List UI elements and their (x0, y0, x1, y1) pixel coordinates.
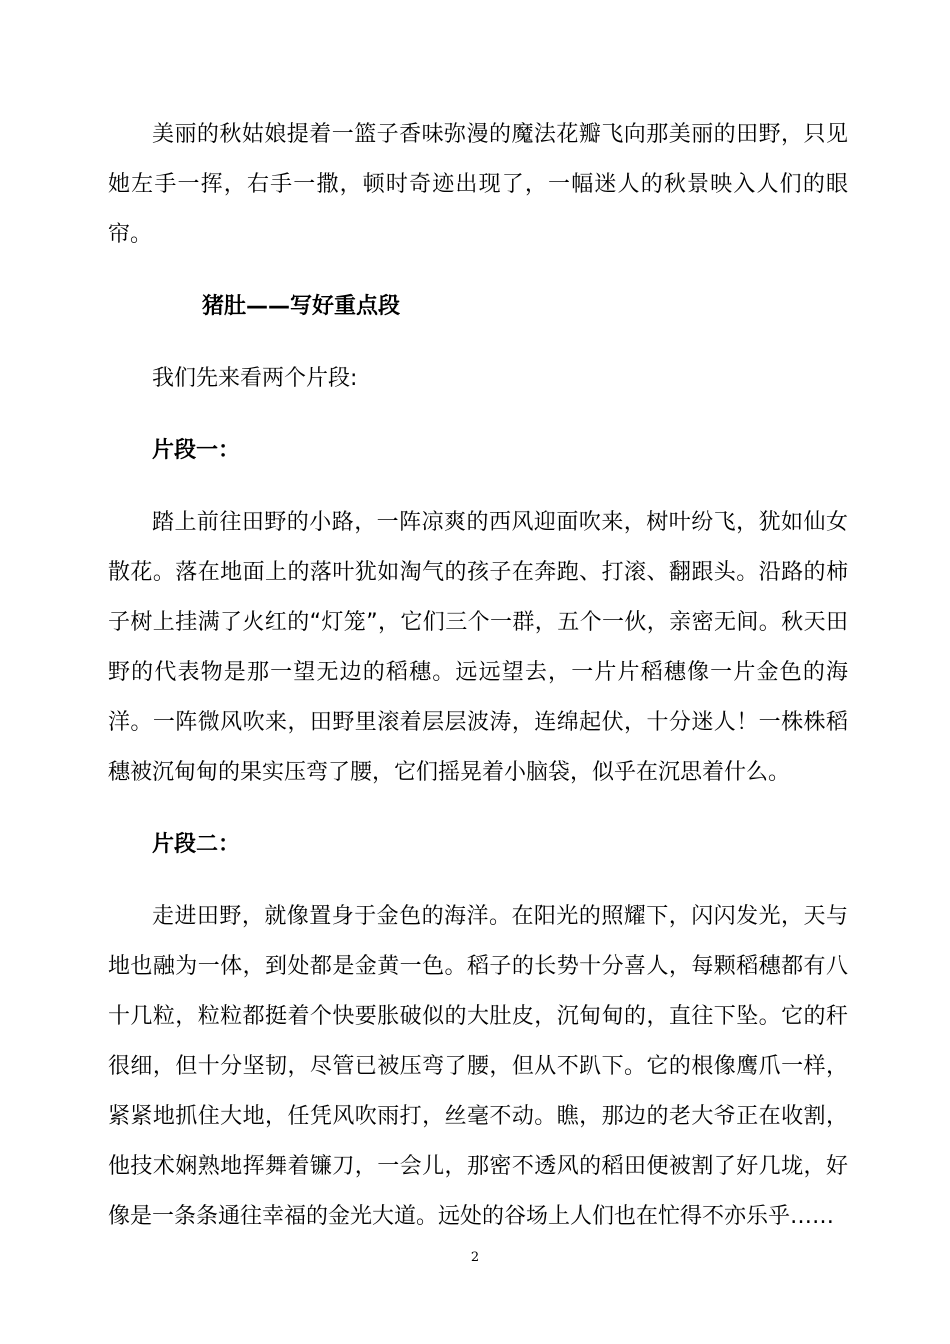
fragment-one-title: 片段一： (152, 438, 241, 463)
page-number: 2 (470, 1250, 480, 1265)
fragment-two-title: 片段二： (152, 832, 241, 857)
section-title: 猪肚——写好重点段 (202, 294, 401, 319)
opening-paragraph: 美丽的秋姑娘提着一篮子香味弥漫的魔法花瓣飞向那美丽的田野，只见她左手一挥，右手一撒，顿时奇迹出现了，一幅迷人的秋景映入人们的眼帘。 (108, 122, 848, 247)
intro-paragraph: 我们先来看两个片段: (152, 366, 358, 391)
document-page (108, 110, 848, 1242)
fragment-two-body: 走进田野，就像置身于金色的海洋。在阳光的照耀下，闪闪发光，天与地也融为一体，到处都是金黄一色。稻子的长势十分喜人，每颗稻穗都有八十几粒，粒粒都挺着个快要胀破似的大肚皮，沉甸甸的，直往下坠。它的秆很细，但十分坚韧，尽管已被压弯了腰，但从不趴下。它的根像鹰爪一样，紧紧地抓住大地，任凭风吹雨打，丝毫不动。瞧，那边的老大爷正在收割，他技术娴熟地挥舞着镰刀，一会儿，那密不透风的稻田便被割了好几垅，好像是一条条通往幸福的金光大道。远处的谷场上人们也在忙得不亦乐乎…… (108, 904, 848, 1229)
fragment-one-body: 踏上前往田野的小路，一阵凉爽的西风迎面吹来，树叶纷飞，犹如仙女散花。落在地面上的落叶犹如淘气的孩子在奔跑、打滚、翻跟头。沿路的柿子树上挂满了火红的“灯笼”，它们三个一群，五个一伙，亲密无间。秋天田野的代表物是那一望无边的稻穗。远远望去，一片片稻穗像一片金色的海洋。一阵微风吹来，田野里滚着层层波涛，连绵起伏，十分迷人！一株株稻穗被沉甸甸的果实压弯了腰，它们摇晃着小脑袋，似乎在沉思着什么。 (108, 510, 848, 785)
